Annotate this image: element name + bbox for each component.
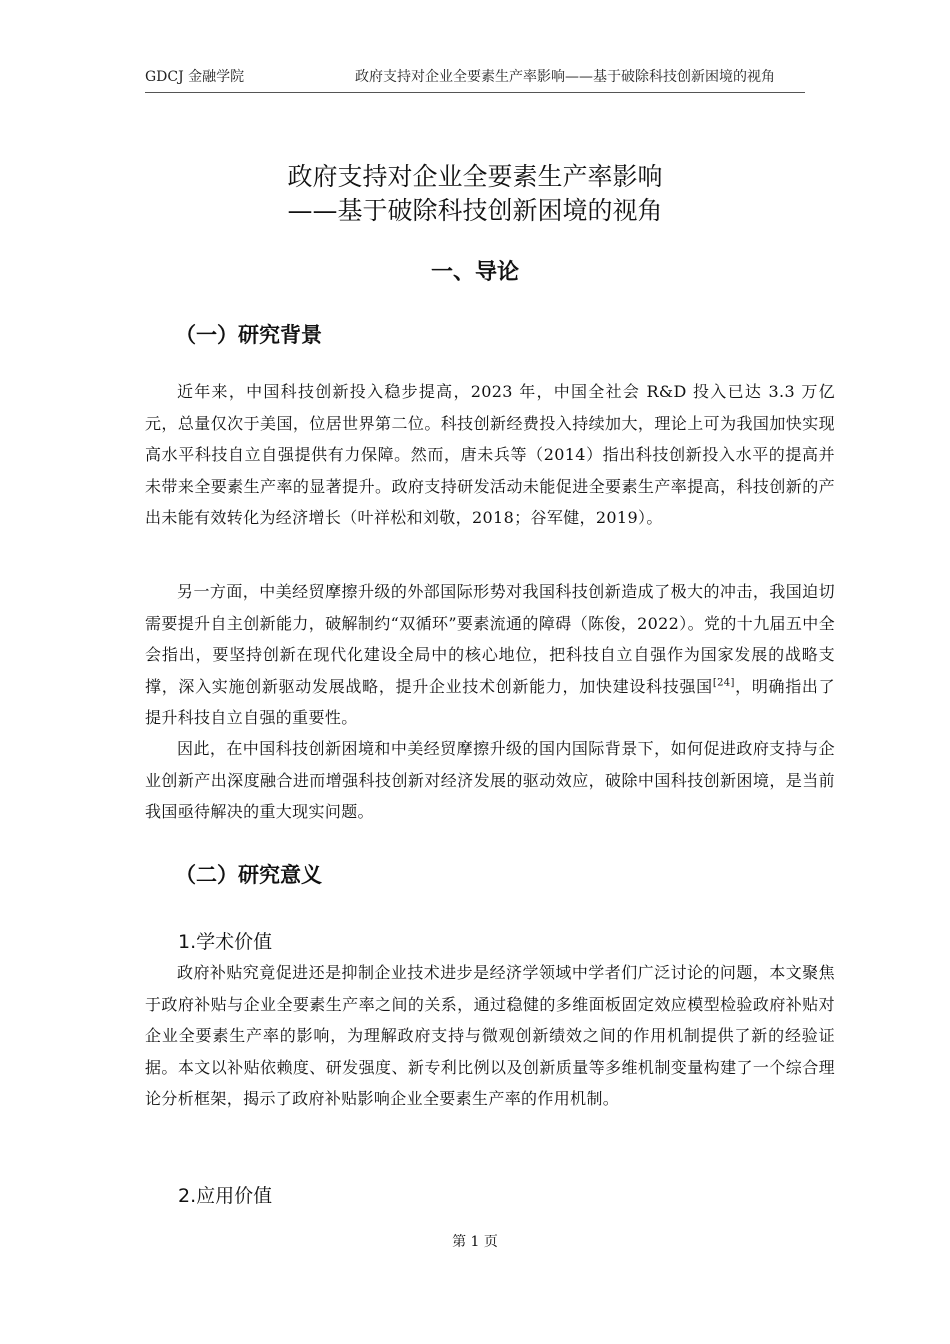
title-line-2: ——基于破除科技创新困境的视角 xyxy=(287,196,663,225)
chapter-heading: 一、导论 xyxy=(430,260,519,285)
header-left: GDCJ 金融学院 xyxy=(145,69,245,85)
paragraph-background-2-text: 另一方面，中美经贸摩擦升级的外部国际形势对我国科技创新造成了极大的冲击，我国迫切需要提升自主创新能力，破解制约“双循环”要素流通的障碍（陈俊，2022）。党的十九届五中全会指出，要坚持创新在现代化建设全局中的核心地位，把科技自立自强作为国家发展的战略支撑，深入实施创新驱动发展战略，提升企业技术创新能力，加快建设科技强国 xyxy=(145,582,835,696)
header-divider xyxy=(145,92,805,93)
header-right: 政府支持对企业全要素生产率影响——基于破除科技创新困境的视角 xyxy=(355,69,775,85)
section-heading-background: （一）研究背景 xyxy=(175,323,322,347)
paragraph-background-3: 因此，在中国科技创新困境和中美经贸摩擦升级的国内国际背景下，如何促进政府支持与企业创新产出深度融合进而增强科技创新对经济发展的驱动效应，破除中国科技创新困境，是当前我国亟待解决的重大现实问题。 xyxy=(145,739,835,821)
section-heading-significance: （二）研究意义 xyxy=(175,863,322,887)
paragraph-background-2-tail: ，明确指出了提升科技自立自强的重要性。 xyxy=(145,676,835,727)
subheading-academic-value: 1.学术价值 xyxy=(178,931,273,953)
page-number: 第 1 页 xyxy=(452,1234,498,1250)
paragraph-academic-value: 政府补贴究竟促进还是抑制企业技术进步是经济学领域中学者们广泛讨论的问题，本文聚焦于政府补贴与企业全要素生产率之间的关系，通过稳健的多维面板固定效应模型检验政府补贴对企业全要素生产率的影响，为理解政府支持与微观创新绩效之间的作用机制提供了新的经验证据。本文以补贴依赖度、研发强度、新专利比例以及创新质量等多维机制变量构建了一个综合理论分析框架，揭示了政府补贴影响企业全要素生产率的作用机制。 xyxy=(145,963,835,1108)
title-line-1: 政府支持对企业全要素生产率影响 xyxy=(287,162,663,191)
paragraph-background-2 xyxy=(145,576,835,734)
subheading-application-value: 2.应用价值 xyxy=(178,1185,273,1207)
citation-ref: [24] xyxy=(712,677,735,689)
paragraph-background-1: 近年来，中国科技创新投入稳步提高，2023 年，中国全社会 R&D 投入已达 3.3 万亿元，总量仅次于美国，位居世界第二位。科技创新经费投入持续加大，理论上可为我国加快实现高水平科技自立自强提供有力保障。然而，唐未兵等（2014）指出科技创新投入水平的提高并未带来全要素生产率的显著提升。政府支持研发活动未能促进全要素生产率提高，科技创新的产出未能有效转化为经济增长（叶祥松和刘敬，2018；谷军健，2019）。 xyxy=(145,382,835,527)
